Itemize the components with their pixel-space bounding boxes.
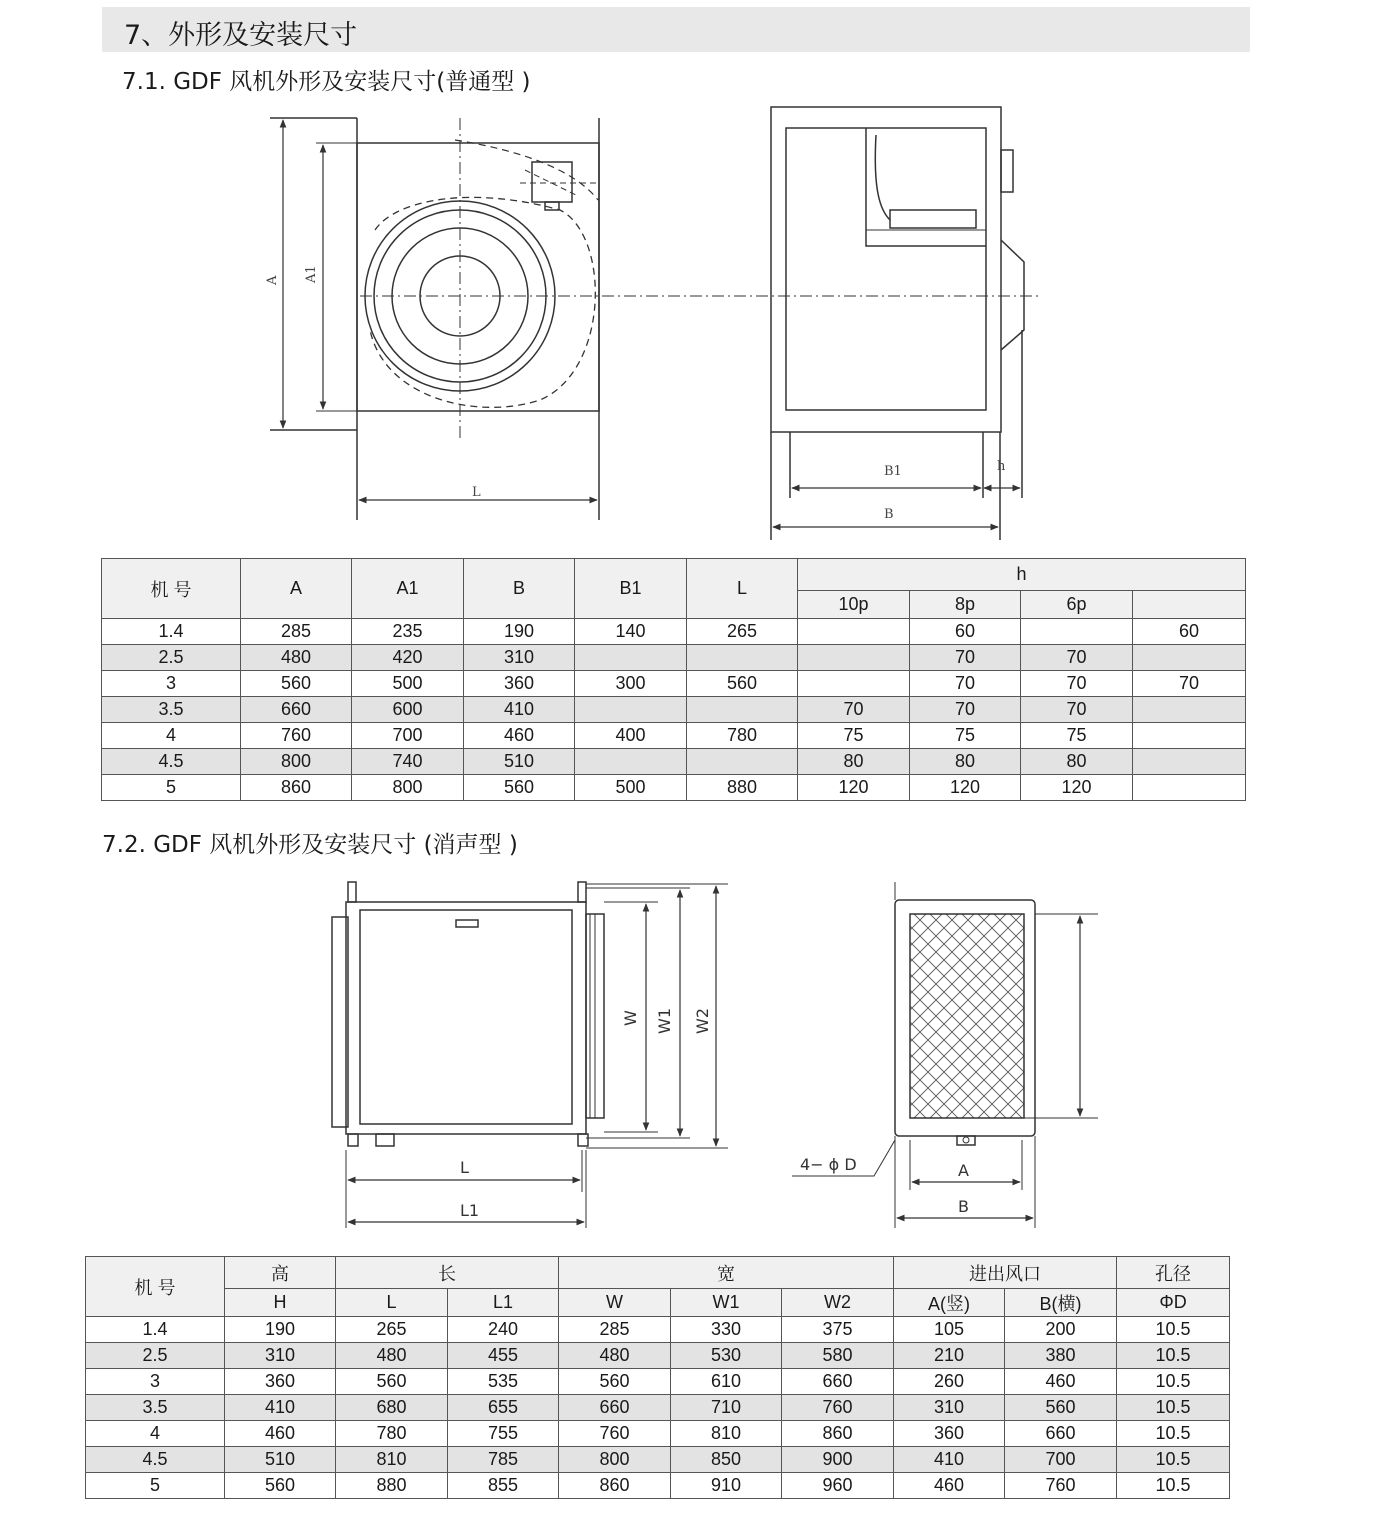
label-L1: L1 <box>460 1201 480 1220</box>
table-cell: 740 <box>352 749 464 775</box>
table-cell: 60 <box>1133 619 1246 645</box>
table-cell: 660 <box>559 1395 671 1421</box>
table-row <box>86 1447 1230 1473</box>
table-cell: 560 <box>687 671 798 697</box>
header-W1: W1 <box>671 1289 782 1317</box>
table-cell: 860 <box>241 775 352 801</box>
table-cell: 10.5 <box>1117 1421 1230 1447</box>
header-W2: W2 <box>782 1289 894 1317</box>
table-cell: 480 <box>336 1343 448 1369</box>
header-model: 机 号 <box>102 559 241 619</box>
table-cell: 710 <box>671 1395 782 1421</box>
table-cell: 140 <box>575 619 687 645</box>
table-row <box>86 1473 1230 1499</box>
table-cell: 190 <box>225 1317 336 1343</box>
label-A: A <box>265 275 280 285</box>
table-cell: 120 <box>910 775 1021 801</box>
table-cell: 400 <box>575 723 687 749</box>
table-cell: 70 <box>1021 645 1133 671</box>
table-cell: 10.5 <box>1117 1395 1230 1421</box>
table-cell: 560 <box>1005 1395 1117 1421</box>
table-cell: 120 <box>798 775 910 801</box>
table-cell: 310 <box>894 1395 1005 1421</box>
table-cell: 3.5 <box>102 697 241 723</box>
table-cell: 75 <box>910 723 1021 749</box>
table-cell: 500 <box>575 775 687 801</box>
table-row <box>86 1421 1230 1447</box>
table-cell: 755 <box>448 1421 559 1447</box>
table-cell: 860 <box>559 1473 671 1499</box>
label-W2: W2 <box>693 1008 712 1034</box>
table-cell: 780 <box>336 1421 448 1447</box>
table-cell: 800 <box>559 1447 671 1473</box>
table-cell: 190 <box>464 619 575 645</box>
table-cell: 210 <box>894 1343 1005 1369</box>
table-cell: 360 <box>225 1369 336 1395</box>
header-W: W <box>559 1289 671 1317</box>
table-cell: 80 <box>1021 749 1133 775</box>
label-B1: B1 <box>884 464 902 479</box>
table-cell: 660 <box>782 1369 894 1395</box>
subsection-title-standard: 7.1. GDF 风机外形及安装尺寸(普通型 ) <box>122 69 531 95</box>
table-cell: 560 <box>225 1473 336 1499</box>
header-model: 机 号 <box>86 1257 225 1317</box>
table-cell: 660 <box>1005 1421 1117 1447</box>
table-cell: 80 <box>910 749 1021 775</box>
header-gao: 高 <box>225 1257 336 1289</box>
table-cell: 105 <box>894 1317 1005 1343</box>
table-cell: 70 <box>910 697 1021 723</box>
table-cell: 70 <box>798 697 910 723</box>
table-cell: 680 <box>336 1395 448 1421</box>
table-cell: 480 <box>241 645 352 671</box>
table-cell: 785 <box>448 1447 559 1473</box>
table-cell: 510 <box>464 749 575 775</box>
table-cell: 360 <box>894 1421 1005 1447</box>
table-cell: 310 <box>464 645 575 671</box>
table-cell: 200 <box>1005 1317 1117 1343</box>
table-cell: 760 <box>782 1395 894 1421</box>
table-cell: 310 <box>225 1343 336 1369</box>
table-cell: 70 <box>1133 671 1246 697</box>
label-W: W <box>621 1010 640 1026</box>
header-hole: 孔径 <box>1117 1257 1230 1289</box>
table-cell: 500 <box>352 671 464 697</box>
table-cell: 810 <box>336 1447 448 1473</box>
table-cell: 10.5 <box>1117 1369 1230 1395</box>
table-cell: 455 <box>448 1343 559 1369</box>
table-cell: 850 <box>671 1447 782 1473</box>
table-cell: 265 <box>687 619 798 645</box>
table-cell: 880 <box>687 775 798 801</box>
subsection-title-silenced: 7.2. GDF 风机外形及安装尺寸 (消声型 ) <box>102 832 518 858</box>
table-cell: 285 <box>241 619 352 645</box>
table-cell: 300 <box>575 671 687 697</box>
label-hole: 4− ϕ D <box>800 1155 857 1174</box>
header-H: H <box>225 1289 336 1317</box>
table-cell: 800 <box>352 775 464 801</box>
table-cell: 2.5 <box>102 645 241 671</box>
table-cell: 4.5 <box>102 749 241 775</box>
header-B1: B1 <box>575 559 687 619</box>
table-cell: 4 <box>102 723 241 749</box>
header-B: B(横) <box>1005 1289 1117 1317</box>
table-cell: 3 <box>102 671 241 697</box>
header-10p: 10p <box>798 591 910 619</box>
table-cell: 560 <box>464 775 575 801</box>
label-h: h <box>997 459 1006 474</box>
table-cell: 380 <box>1005 1343 1117 1369</box>
header-L: L <box>336 1289 448 1317</box>
table-cell: 560 <box>336 1369 448 1395</box>
table-cell: 410 <box>225 1395 336 1421</box>
table-cell: 75 <box>1021 723 1133 749</box>
table-cell: 760 <box>241 723 352 749</box>
table-cell: 360 <box>464 671 575 697</box>
table-cell: 880 <box>336 1473 448 1499</box>
table-cell: 330 <box>671 1317 782 1343</box>
label-B: B <box>958 1197 969 1216</box>
table-cell: 610 <box>671 1369 782 1395</box>
table-cell: 655 <box>448 1395 559 1421</box>
table-cell: 80 <box>798 749 910 775</box>
table-cell: 535 <box>448 1369 559 1395</box>
header-A1: A1 <box>352 559 464 619</box>
table-cell: 560 <box>241 671 352 697</box>
header-A: A(竖) <box>894 1289 1005 1317</box>
table-cell: 375 <box>782 1317 894 1343</box>
table-cell: 4.5 <box>86 1447 225 1473</box>
table-cell: 810 <box>671 1421 782 1447</box>
table-cell: 235 <box>352 619 464 645</box>
table-cell: 1.4 <box>86 1317 225 1343</box>
header-D: ΦD <box>1117 1289 1230 1317</box>
header-6p: 6p <box>1021 591 1133 619</box>
table-cell: 700 <box>352 723 464 749</box>
table-cell: 240 <box>448 1317 559 1343</box>
table-cell: 1.4 <box>102 619 241 645</box>
table-cell: 410 <box>894 1447 1005 1473</box>
table-cell: 10.5 <box>1117 1317 1230 1343</box>
table-cell: 75 <box>798 723 910 749</box>
table-cell: 560 <box>559 1369 671 1395</box>
table-cell: 660 <box>241 697 352 723</box>
table-cell: 10.5 <box>1117 1473 1230 1499</box>
table-cell: 265 <box>336 1317 448 1343</box>
table-cell: 460 <box>225 1421 336 1447</box>
table-silenced-dimensions <box>85 1256 1230 1499</box>
table-cell: 960 <box>782 1473 894 1499</box>
table-cell: 860 <box>782 1421 894 1447</box>
table-cell: 5 <box>102 775 241 801</box>
label-W1: W1 <box>655 1008 674 1034</box>
table-silenced-body <box>86 1317 1230 1499</box>
label-A: A <box>958 1161 969 1180</box>
table-cell: 700 <box>1005 1447 1117 1473</box>
table-cell: 760 <box>1005 1473 1117 1499</box>
label-L: L <box>460 1158 469 1177</box>
table-cell: 510 <box>225 1447 336 1473</box>
table-cell: 285 <box>559 1317 671 1343</box>
table-cell: 260 <box>894 1369 1005 1395</box>
table-row <box>86 1317 1230 1343</box>
table-cell: 855 <box>448 1473 559 1499</box>
section-title: 7、外形及安装尺寸 <box>124 20 358 51</box>
header-L1: L1 <box>448 1289 559 1317</box>
table-cell: 460 <box>464 723 575 749</box>
header-A: A <box>241 559 352 619</box>
label-A1: A1 <box>304 265 319 283</box>
table-cell: 10.5 <box>1117 1343 1230 1369</box>
table-row <box>86 1369 1230 1395</box>
table-cell: 800 <box>241 749 352 775</box>
table-cell: 780 <box>687 723 798 749</box>
table-cell: 70 <box>910 645 1021 671</box>
table-cell: 760 <box>559 1421 671 1447</box>
label-L: L <box>472 485 481 500</box>
table-cell: 2.5 <box>86 1343 225 1369</box>
table-cell: 580 <box>782 1343 894 1369</box>
table-cell: 120 <box>1021 775 1133 801</box>
header-chang: 长 <box>336 1257 559 1289</box>
header-B: B <box>464 559 575 619</box>
table-cell: 420 <box>352 645 464 671</box>
header-h: h <box>798 559 1246 591</box>
table-cell: 410 <box>464 697 575 723</box>
table-cell: 70 <box>1021 671 1133 697</box>
table-cell: 460 <box>894 1473 1005 1499</box>
table-cell: 900 <box>782 1447 894 1473</box>
table-cell: 5 <box>86 1473 225 1499</box>
table-cell: 530 <box>671 1343 782 1369</box>
header-kuan: 宽 <box>559 1257 894 1289</box>
table-cell: 10.5 <box>1117 1447 1230 1473</box>
table-cell: 480 <box>559 1343 671 1369</box>
table-cell: 3.5 <box>86 1395 225 1421</box>
table-cell: 910 <box>671 1473 782 1499</box>
header-8p: 8p <box>910 591 1021 619</box>
table-cell: 600 <box>352 697 464 723</box>
table-row <box>86 1343 1230 1369</box>
table-row <box>86 1395 1230 1421</box>
header-L: L <box>687 559 798 619</box>
table-cell: 460 <box>1005 1369 1117 1395</box>
table-cell: 4 <box>86 1421 225 1447</box>
header-port: 进出风口 <box>894 1257 1117 1289</box>
table-cell: 3 <box>86 1369 225 1395</box>
label-B: B <box>884 507 894 522</box>
table-cell: 70 <box>1021 697 1133 723</box>
table-cell: 70 <box>910 671 1021 697</box>
table-cell: 60 <box>910 619 1021 645</box>
